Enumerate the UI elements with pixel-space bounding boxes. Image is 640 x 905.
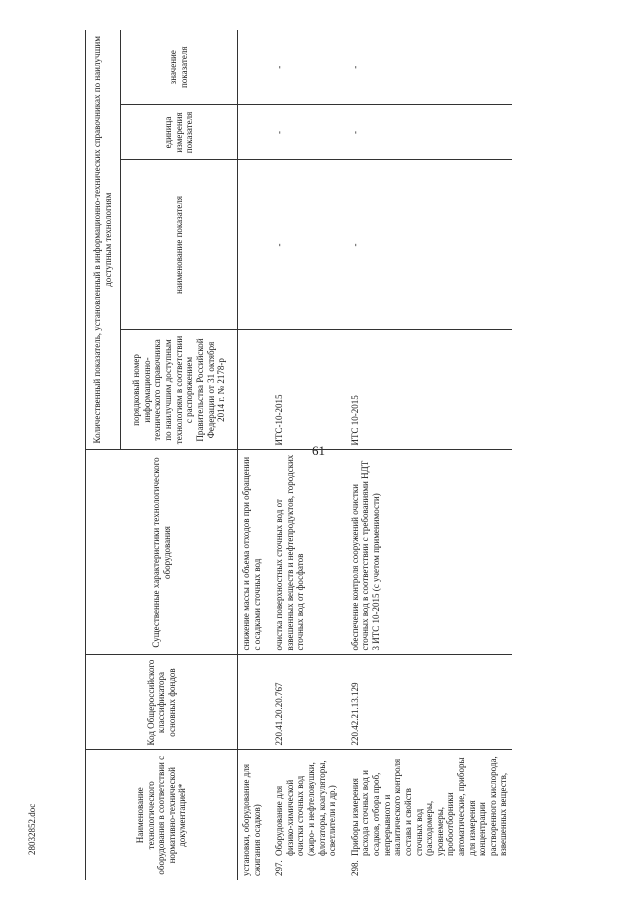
continuation-unit <box>238 105 266 160</box>
continuation-its <box>238 330 266 450</box>
equipment-table <box>85 30 512 880</box>
row-its-number: ИТС-10-2015 <box>271 330 341 450</box>
row-number: 297. <box>274 860 285 876</box>
table-row <box>271 30 341 880</box>
header-unit: единица измерения показателя <box>121 105 238 160</box>
header-indicator-name: наименование показателя <box>121 160 238 330</box>
page-number: 61 <box>312 443 325 458</box>
row-indicator-name: - <box>347 160 512 330</box>
row-equipment-name: Оборудование для физико-химической очистки сточных вод (жиро- и нефтеловушки, флотаторы, коагуляторы, осветлители и др.) <box>274 760 338 856</box>
header-equipment-name: Наименование технологического оборудования в соответствии с нормативно-технической документацией* <box>86 750 238 880</box>
document-id: 28032852.doc <box>27 803 37 855</box>
table-row <box>347 30 512 880</box>
continuation-name: установки, оборудование для сжигания осадков) <box>241 764 262 876</box>
row-its-number: ИТС 10-2015 <box>347 330 512 450</box>
row-equipment-name: Приборы измерения расхода сточных вод и осадков, отбора проб, непрерывного и аналитического контроля состава и свойств сточных вод (расходомеры, уровнемеры, пробоотборники автоматические, приборы для измерения концентрации растворенного кислорода, взвешенных веществ, <box>349 756 509 856</box>
row-okof-code: 220.42.21.13.129 <box>347 655 512 750</box>
row-characteristics: обеспечение контроля сооружений очистки сточных вод в соответствии с требованиями НДТ 3 ИТС 10-2015 (с учетом применимости) <box>347 450 512 655</box>
rotated-table-region <box>85 30 585 880</box>
row-value: - <box>347 30 512 105</box>
header-value: значение показателя <box>121 30 238 105</box>
header-quantitative-indicator: Количественный показатель, установленный в информационно-технических справочниках по наилучшим доступным технологиям <box>86 30 121 450</box>
continuation-value <box>238 30 266 105</box>
table-row-continuation <box>238 30 266 880</box>
row-unit: - <box>271 105 341 160</box>
header-its-number: порядковый номер информационно-технического справочника по наилучшим доступным технологиям в соответствии с распоряжением Правительства Российской Федерации от 31 октября 2014 г. № 2178-р <box>121 330 238 450</box>
continuation-code <box>238 655 266 750</box>
header-characteristics: Существенные характеристики технологического оборудования <box>86 450 238 655</box>
continuation-characteristics: снижение массы и объема отходов при обращении с осадками сточных вод <box>238 450 266 655</box>
row-indicator-name: - <box>271 160 341 330</box>
continuation-indicator-name <box>238 160 266 330</box>
row-unit: - <box>347 105 512 160</box>
row-characteristics: очистка поверхностных сточных вод от взвешенных веществ и нефтепродуктов, городских сточных вод от фосфатов <box>271 450 341 655</box>
row-okof-code: 220.41.20.20.767 <box>271 655 341 750</box>
row-value: - <box>271 30 341 105</box>
row-number: 298. <box>349 860 360 876</box>
header-okof-code: Код Общероссийского классификатора основных фондов <box>86 655 238 750</box>
